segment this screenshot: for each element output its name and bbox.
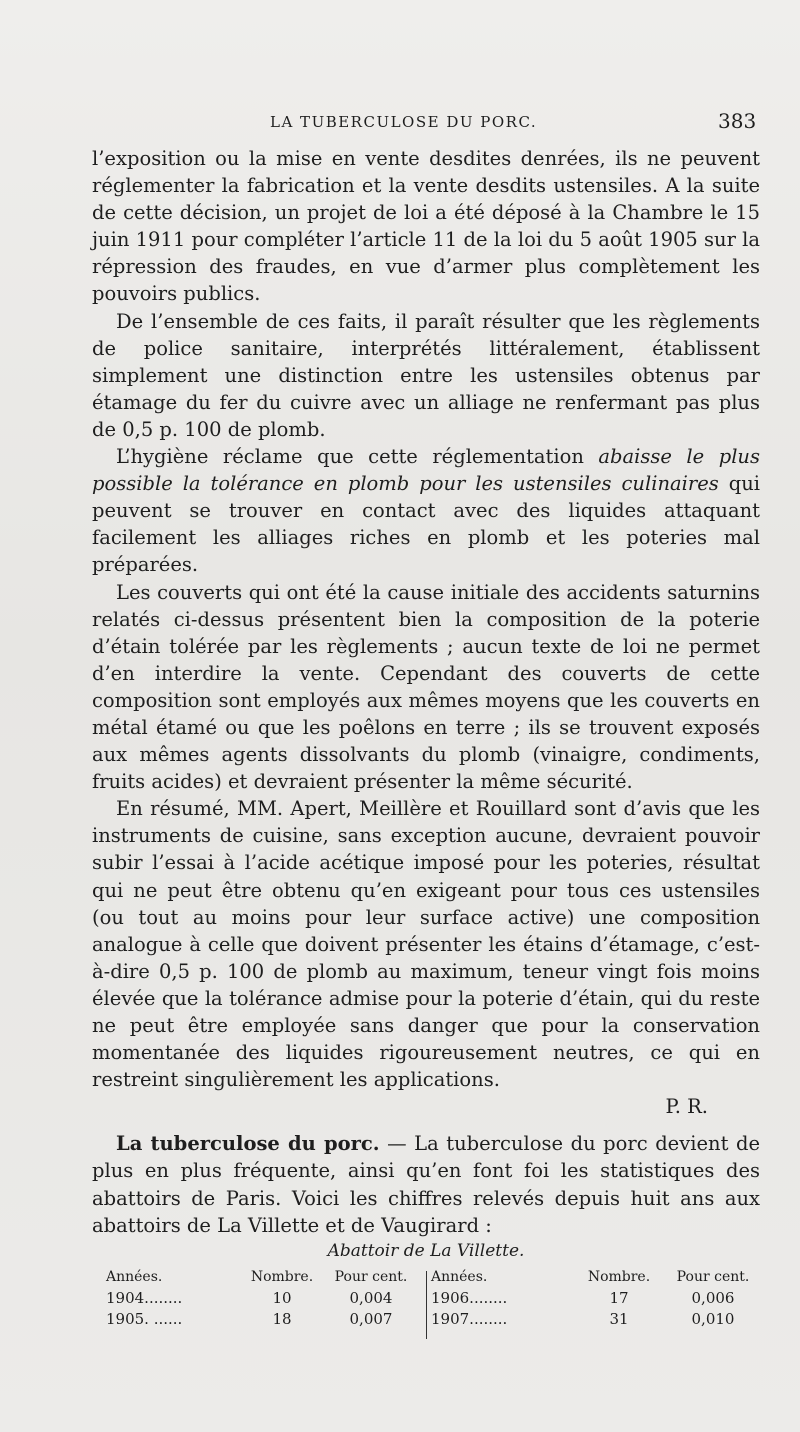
percent-cell: 0,004 [349,1289,393,1307]
running-title: LA TUBERCULOSE DU PORC. [270,113,538,131]
section-title: La tuberculose du porc. [116,1132,380,1156]
table-header-row [431,1267,771,1288]
paragraph: Les couverts qui ont été la cause initiale des accidents saturnins relatés ci-dessus présentent bien la composition de la poterie d’étain tolérée par les règlements ; aucun texte de loi ne permet d’en interdire la vente. Cependant des couverts de cette composition sont employés aux mêmes moyens que les couverts en métal étamé ou que les poêlons en terre ; ils se trouvent exposés aux mêmes agents dissolvants du plomb (vinaigre, condiments, fruits acides) et devraient présenter la même sécurité. [92,580,760,794]
page-number: 383 [718,109,757,133]
emphasized-text: abaisse le plus possible la tolérance en plomb pour les ustensiles culinaires [92,445,761,496]
header-years: Années. [431,1269,488,1285]
header-percent: Pour cent. [676,1269,750,1285]
table-caption: Abattoir de La Villette. [327,1241,525,1261]
table-right-half [431,1267,771,1330]
percent-cell: 0,007 [349,1310,393,1328]
year-cell: 1905. ...... [106,1310,183,1328]
paragraph-text: qui peuvent se trouver en contact avec des liquides attaquant facilement les alliages riches en plomb et les poteries mal préparées. [92,472,760,577]
year-cell: 1906........ [431,1289,508,1307]
table-row [431,1309,771,1330]
header-percent: Pour cent. [334,1269,408,1285]
table-row [431,1288,771,1309]
table-row [106,1288,424,1309]
table-left-half [106,1267,424,1330]
author-signature: P. R. [665,1095,708,1119]
count-cell: 10 [272,1289,292,1307]
percent-cell: 0,010 [691,1310,735,1328]
count-cell: 17 [609,1289,629,1307]
paragraph: De l’ensemble de ces faits, il paraît résulter que les règlements de police sanitaire, interprétés littéralement, établissent simplement une distinction entre les ustensiles obtenus par étamage du fer du cuivre avec un alliage ne renfermant pas plus de 0,5 p. 100 de plomb. [92,309,760,441]
year-cell: 1904........ [106,1289,183,1307]
year-cell: 1907........ [431,1310,508,1328]
table-header-row [106,1267,424,1288]
body-text [92,145,760,1239]
count-cell: 18 [272,1310,292,1328]
percent-cell: 0,006 [691,1289,735,1307]
paragraph [92,443,760,578]
paragraph: En résumé, MM. Apert, Meillère et Rouillard sont d’avis que les instruments de cuisine, sans exception aucune, devraient pouvoir subir l’essai à l’acide acétique imposé pour les poteries, résultat qui ne peut être obtenu qu’en exigeant pour tous ces ustensiles (ou tout au moins pour leur surface active) une composition analogue à celle que doivent présenter les étains d’étamage, c’est-à-dire 0,5 p. 100 de plomb au maximum, teneur vingt fois moins élevée que la tolérance admise pour la poterie d’étain, qui du reste ne peut être employée sans danger que pour la conservation momentanée des liquides rigoureusement neutres, ce qui en restreint singulièrement les applications. [92,797,760,1092]
header-count: Nombre. [250,1269,314,1285]
header-years: Années. [106,1269,163,1285]
section-paragraph [92,1130,760,1238]
table-row [106,1309,424,1330]
header-count: Nombre. [587,1269,651,1285]
column-divider [426,1271,427,1339]
section-text: — La tuberculose du porc devient de plus en plus fréquente, ainsi qu’en font foi les statistiques des abattoirs de Paris. Voici les chiffres relevés depuis huit ans aux abattoirs de La Villette et de Vaugirard : [92,1132,760,1237]
paragraph: l’exposition ou la mise en vente desdites denrées, ils ne peuvent réglementer la fabrication et la vente desdits ustensiles. A la suite de cette décision, un projet de loi a été déposé à la Chambre le 15 juin 1911 pour compléter l’article 11 de la loi du 5 août 1905 sur la répression des fraudes, en vue d’armer plus complètement les pouvoirs publics. [92,147,760,306]
count-cell: 31 [609,1310,629,1328]
paragraph-text: L’hygiène réclame que cette réglementation [116,445,599,469]
